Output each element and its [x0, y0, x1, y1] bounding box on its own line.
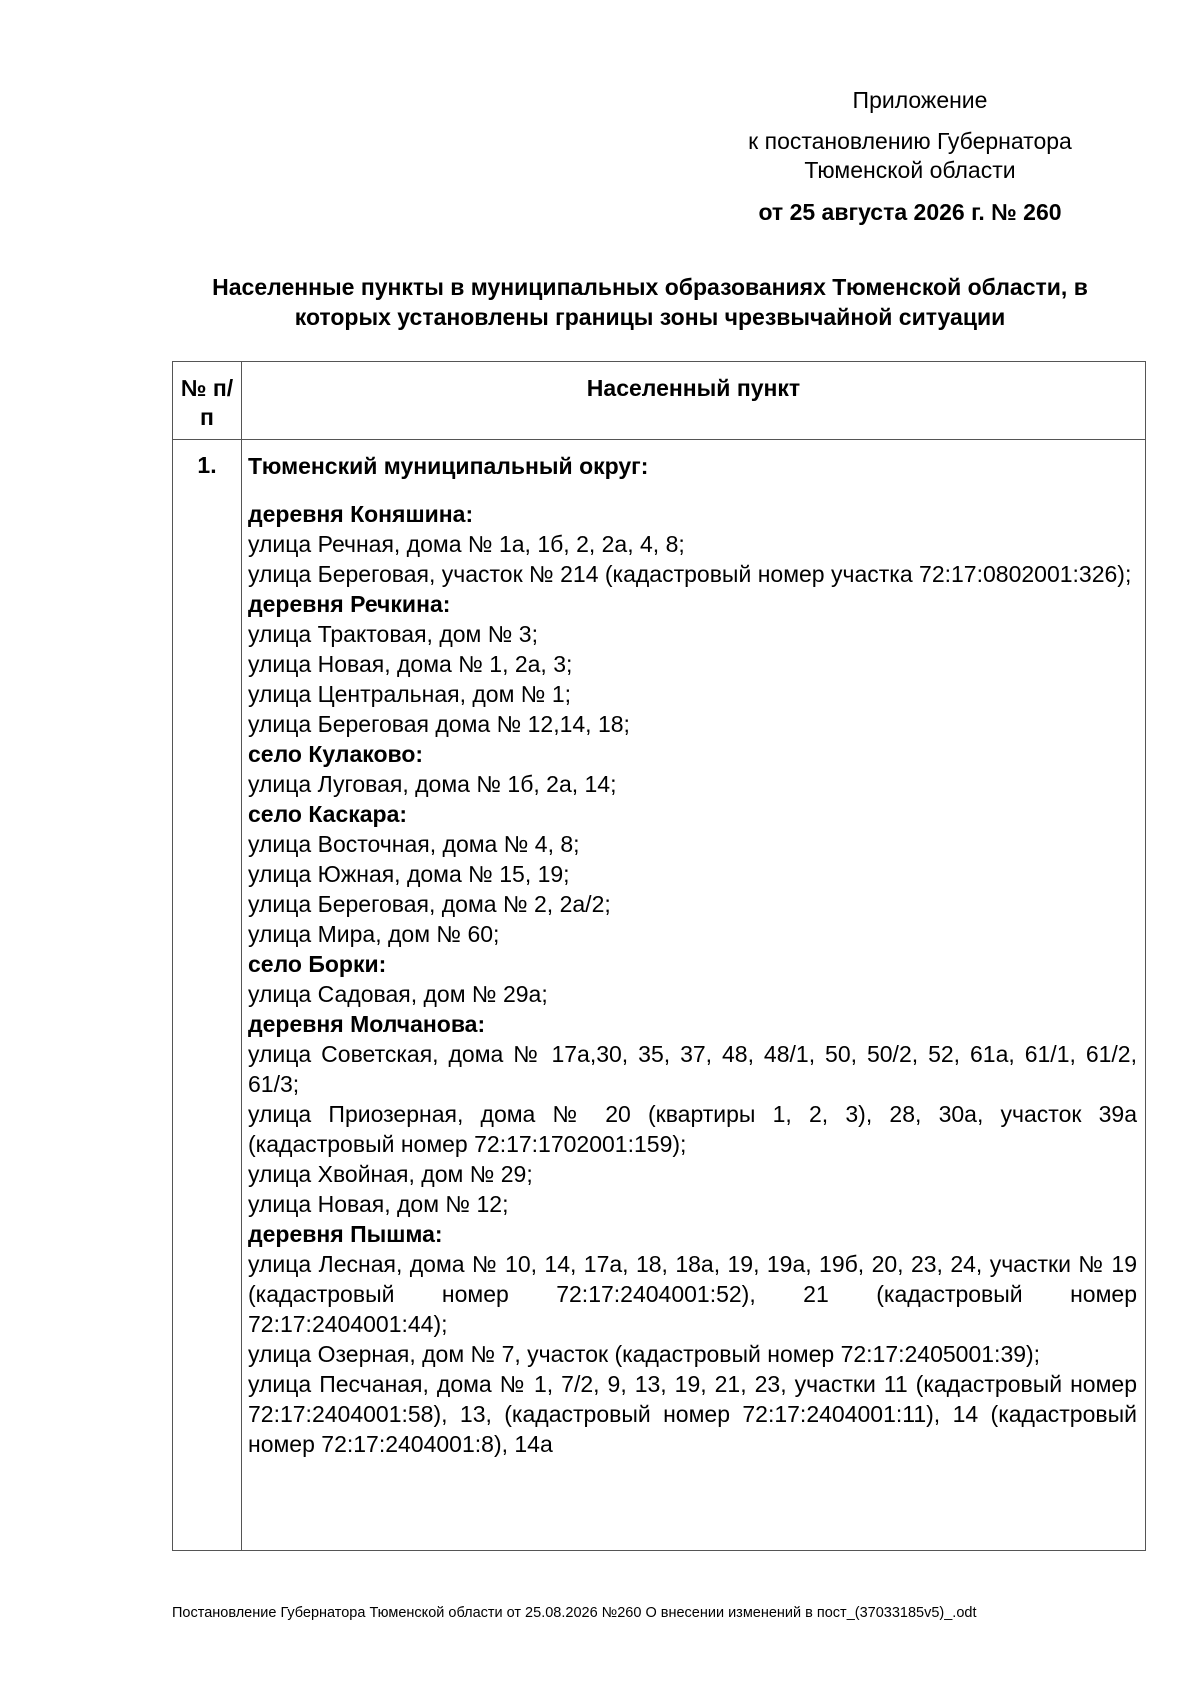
settlement-name: деревня Молчанова: [248, 1011, 486, 1037]
street-address: улица Восточная, дома № 4, 8; [248, 831, 580, 857]
street-address: улица Садовая, дом № 29а; [248, 981, 548, 1007]
column-header-number: № п/п [173, 362, 242, 440]
settlement-name: деревня Речкина: [248, 591, 451, 617]
table-header-row [173, 362, 1146, 440]
street-address: улица Озерная, дом № 7, участок (кадастровый номер 72:17:2405001:39); [248, 1341, 1041, 1367]
street-address: улица Хвойная, дом № 29; [248, 1161, 533, 1187]
street-address: улица Советская, дома № 17а,30, 35, 37, 48, 48/1, 50, 50/2, 52, 61а, 61/1, 61/2, 61/3; [248, 1041, 1137, 1097]
street-address: улица Трактовая, дом № 3; [248, 621, 538, 647]
street-address: улица Новая, дома № 1, 2а, 3; [248, 651, 573, 677]
column-header-settlement: Населенный пункт [242, 362, 1146, 440]
street-address: улица Лесная, дома № 10, 14, 17а, 18, 18а, 19, 19а, 19б, 20, 23, 24, участки № 19 (кадастровый номер 72:17:2404001:52), 21 (кадастровый номер 72:17:2404001:44); [248, 1251, 1137, 1337]
street-address: улица Речная, дома № 1а, 1б, 2, 2а, 4, 8; [248, 531, 685, 557]
address-list [248, 499, 1137, 1459]
appendix-title: Приложение [852, 87, 988, 113]
settlement-name: село Каскара: [248, 801, 408, 827]
street-address: улица Береговая, участок № 214 (кадастровый номер участка 72:17:0802001:326); [248, 561, 1132, 587]
settlements-table [172, 361, 1146, 1551]
settlement-name: село Кулаково: [248, 741, 424, 767]
appendix-line-2: Тюменской области [804, 157, 1016, 183]
appendix-line-1: к постановлению Губернатора [748, 128, 1072, 154]
street-address: улица Южная, дома № 15, 19; [248, 861, 570, 887]
street-address: улица Песчаная, дома № 1, 7/2, 9, 13, 19, 21, 23, участки 11 (кадастровый номер 72:17:2404001:58), 13, (кадастровый номер 72:17:2404001:11), 14 (кадастровый номер 72:17:2404001:8), 14а [248, 1371, 1137, 1457]
document-title: Населенные пункты в муниципальных образованиях Тюменской области, в которых установлены границы зоны чрезвычайной ситуации [212, 274, 1088, 330]
settlement-name: деревня Пышма: [248, 1221, 443, 1247]
street-address: улица Центральная, дом № 1; [248, 681, 572, 707]
district-name: Тюменский муниципальный округ: [248, 453, 649, 479]
row-number: 1. [173, 440, 242, 1551]
street-address: улица Береговая дома № 12,14, 18; [248, 711, 630, 737]
street-address: улица Луговая, дома № 1б, 2а, 14; [248, 771, 617, 797]
appendix-date: от 25 августа 2026 г. № 260 [758, 199, 1062, 225]
street-address: улица Береговая, дома № 2, 2а/2; [248, 891, 611, 917]
street-address: улица Новая, дом № 12; [248, 1191, 509, 1217]
row-content [242, 440, 1146, 1551]
page-footer: Постановление Губернатора Тюменской области от 25.08.2026 №260 О внесении изменений в пост_(37033185v5)_.odt [172, 1605, 977, 1621]
street-address: улица Приозерная, дома № 20 (квартиры 1, 2, 3), 28, 30а, участок 39а (кадастровый номер 72:17:1702001:159); [248, 1101, 1137, 1157]
settlement-name: село Борки: [248, 951, 387, 977]
street-address: улица Мира, дом № 60; [248, 921, 500, 947]
table-row [173, 440, 1146, 1551]
settlement-name: деревня Коняшина: [248, 501, 474, 527]
